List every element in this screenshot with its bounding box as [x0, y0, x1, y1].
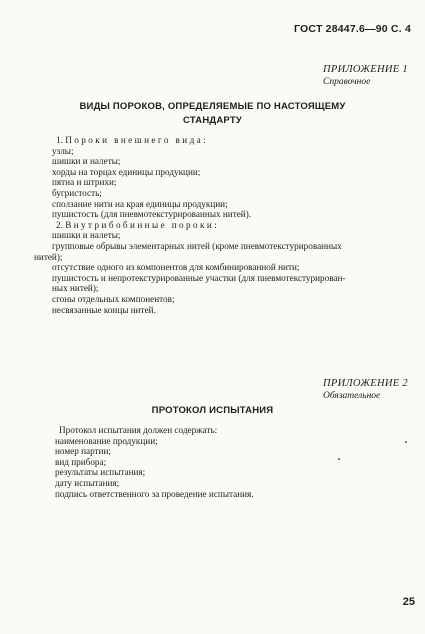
list-item-continued: нитей); — [34, 251, 63, 262]
list-item: отсутствие одного из компонентов для комбинированной нити; — [52, 262, 300, 273]
list-item: подпись ответственного за проведение испытания. — [55, 488, 254, 499]
list-item: дату испытания; — [55, 477, 120, 488]
list-item: хорды на торцах единицы продукции; — [52, 166, 201, 177]
section-1-title-line-2: СТАНДАРТУ — [183, 115, 242, 126]
list-item: сгоны отдельных компонентов; — [52, 293, 175, 304]
document-header-code: ГОСТ 28447.6—90 С. 4 — [294, 23, 411, 35]
list-item: групповые обрывы элементарных нитей (кроме пневмотекстурированных — [52, 240, 342, 251]
scan-speck — [405, 441, 407, 443]
section-2-title: ПРОТОКОЛ ИСПЫТАНИЯ — [151, 405, 274, 416]
list-item: результаты испытания; — [55, 467, 146, 478]
list-item: шишки и налеты; — [52, 230, 121, 241]
list-heading-external-defects: 1. Пороки внешнего вида: — [56, 135, 206, 145]
appendix-2-subtitle: Обязательное — [323, 391, 381, 401]
list-heading-internal-defects: 2. Внутрибобинные пороки: — [56, 219, 217, 230]
list-item: пушистость (для пневмотекстурированных нитей). — [52, 209, 252, 220]
list-item: сползание нити на края единицы продукции; — [52, 198, 228, 209]
section-2-body — [55, 425, 254, 499]
list-item: наименование продукции; — [55, 435, 158, 446]
list-item: пушистость и непротекстурированные участки (для пневмотекстурирован- — [52, 272, 346, 283]
list-item: несвязанные концы нитей. — [52, 304, 156, 315]
appendix-1-subtitle: Справочное — [323, 77, 371, 87]
appendix-2-title: ПРИЛОЖЕНИЕ 2 — [323, 378, 408, 389]
list-item: пятна и штрихи; — [52, 177, 117, 188]
section-1-body — [34, 135, 346, 315]
page-number: 25 — [402, 596, 415, 608]
list-item: номер партии; — [55, 446, 111, 457]
list-item: шишки и налеты; — [52, 156, 121, 167]
list-item: узлы; — [52, 145, 74, 156]
spaced-heading-text: Пороки внешнего вида — [65, 135, 204, 145]
section-1-title-line-1: ВИДЫ ПОРОКОВ, ОПРЕДЕЛЯЕМЫЕ ПО НАСТОЯЩЕМУ — [79, 101, 346, 112]
list-item: вид прибора; — [55, 456, 107, 467]
list-heading-protocol: Протокол испытания должен содержать: — [59, 425, 218, 435]
list-item-continued: ных нитей); — [52, 283, 99, 294]
list-item: бугристость; — [52, 187, 102, 198]
spaced-heading-text: Внутрибобинные пороки — [65, 219, 215, 230]
appendix-1-title: ПРИЛОЖЕНИЕ 1 — [323, 64, 408, 75]
scan-speck — [338, 458, 340, 460]
